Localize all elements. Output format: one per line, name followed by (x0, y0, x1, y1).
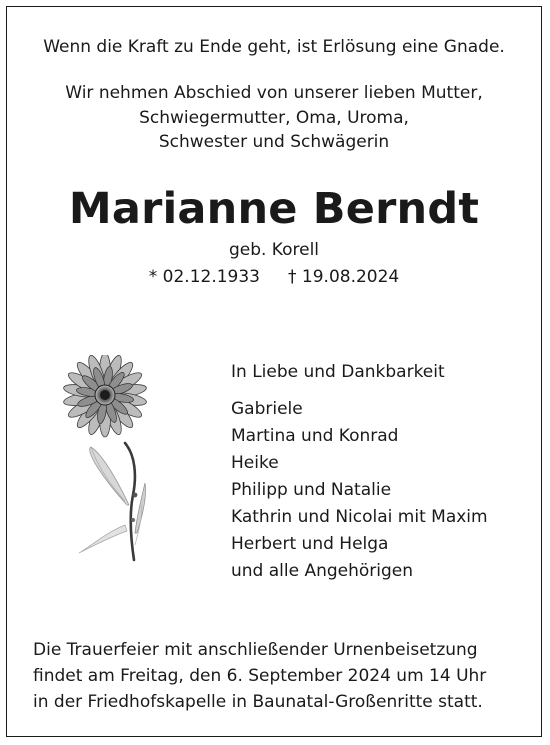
funeral-service-info (33, 637, 486, 715)
farewell-intro (7, 81, 541, 155)
motto-quote: Wenn die Kraft zu Ende geht, ist Erlösung eine Gnade. (43, 37, 505, 57)
intro-line: Schwester und Schwägerin (158, 132, 390, 152)
mourners-heading: In Liebe und Dankbarkeit (231, 362, 445, 382)
service-line: in der Friedhofskapelle in Baunatal-Großenritte statt. (33, 692, 483, 712)
intro-line: Wir nehmen Abschied von unserer lieben Mutter, (65, 83, 483, 103)
mourner-name: Heike (231, 453, 279, 473)
mourner-name: Martina und Konrad (231, 426, 399, 446)
intro-line: Schwiegermutter, Oma, Uroma, (139, 107, 409, 128)
deceased-name: Marianne Berndt (68, 184, 480, 234)
maiden-name: geb. Korell (228, 240, 320, 260)
birth-date: * 02.12.1933 (148, 267, 260, 287)
mourner-name: und alle Angehörigen (231, 561, 414, 581)
death-date: † 19.08.2024 (288, 267, 400, 287)
mourner-name: Gabriele (231, 399, 303, 419)
daisy-flower-icon (55, 355, 165, 565)
service-line: Die Trauerfeier mit anschließender Urnenbeisetzung (33, 640, 478, 660)
mourners-list (231, 359, 488, 585)
mourner-name: Philipp und Natalie (231, 480, 392, 500)
service-line: findet am Freitag, den 6. September 2024 um 14 Uhr (33, 666, 487, 686)
life-dates (7, 265, 541, 289)
mourner-name: Kathrin und Nicolai mit Maxim (231, 507, 488, 527)
mourner-name: Herbert und Helga (231, 534, 389, 554)
obituary-notice (6, 6, 542, 737)
